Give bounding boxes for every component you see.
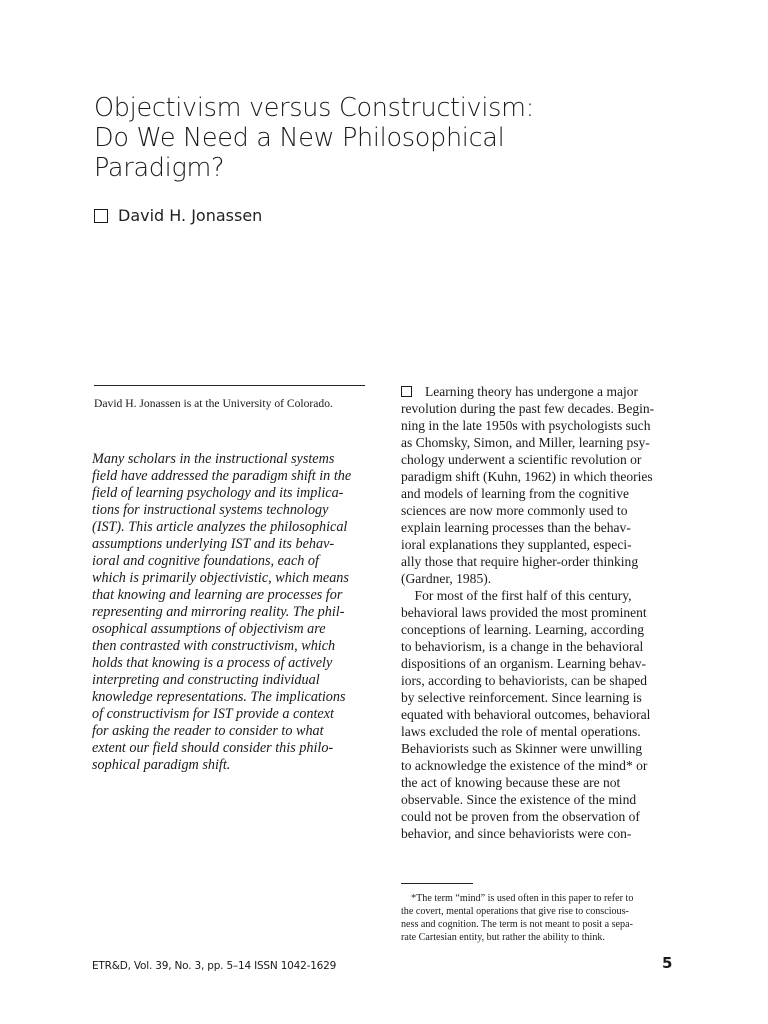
body-line: equated with behavioral outcomes, behavioral [401,707,651,722]
body-line: conceptions of learning. Learning, according [401,622,644,637]
author-affiliation: David H. Jonassen is at the University of Colorado. [94,397,333,410]
body-line: paradigm shift (Kuhn, 1962) in which theories [401,469,653,484]
body-line: ning in the late 1950s with psychologists such [401,418,651,433]
abstract-line: for asking the reader to consider to what [92,723,324,739]
body-line: behavioral laws provided the most prominent [401,605,647,620]
footnote-line: the covert, mental operations that give rise to conscious- [401,906,629,917]
footnote-line: rate Cartesian entity, but rather the ability to think. [401,932,605,943]
abstract-line: assumptions underlying IST and its behav- [92,536,335,552]
body-first-line: Learning theory has undergone a major [425,384,639,399]
page-number: 5 [662,954,673,972]
body-line: to behaviorism, is a change in the behavioral [401,639,644,654]
body-line: by selective reinforcement. Since learning is [401,690,642,705]
footnote-divider [401,883,473,884]
author-name: David H. Jonassen [118,206,263,225]
journal-citation: ETR&D, Vol. 39, No. 3, pp. 5–14 ISSN 1042-1629 [92,960,337,972]
abstract-line: knowledge representations. The implications [92,689,346,705]
abstract-line: then contrasted with constructivism, which [92,638,336,654]
body-text [401,383,676,842]
abstract-line: field of learning psychology and its implica- [92,485,344,501]
affiliation-divider [94,385,365,386]
body-line: as Chomsky, Simon, and Miller, learning psy- [401,435,650,450]
abstract-line: sophical paradigm shift. [92,757,231,773]
title-line: Paradigm? [94,153,225,183]
body-line: chology underwent a scientific revolution or [401,452,642,467]
body-line: to acknowledge the existence of the mind* or [401,758,648,773]
body-line: observable. Since the existence of the mind [401,792,637,807]
abstract-line: which is primarily objectivistic, which means [92,570,349,586]
body-line: ioral explanations they supplanted, especi- [401,537,632,552]
body-line: (Gardner, 1985). [401,571,492,586]
author-byline [94,206,262,225]
title-line: Objectivism versus Constructivism: [94,93,534,123]
body-line: For most of the first half of this century, [401,588,632,603]
body-line: sciences are now more commonly used to [401,503,628,518]
body-line: explain learning processes than the behav- [401,520,631,535]
abstract-line: extent our field should consider this philo- [92,740,334,756]
body-line: dispositions of an organism. Learning behav- [401,656,647,671]
body-line: the act of knowing because these are not [401,775,621,790]
body-line [401,383,676,400]
body-line: ally those that require higher-order thinking [401,554,639,569]
title-line: Do We Need a New Philosophical [94,123,505,153]
abstract-line: interpreting and constructing individual [92,672,320,688]
square-bullet-icon [94,209,108,223]
abstract-line: of constructivism for IST provide a context [92,706,334,722]
square-bullet-icon [401,386,412,397]
abstract-line: osophical assumptions of objectivism are [92,621,326,637]
footnote-line: *The term “mind” is used often in this paper to refer to [401,893,634,904]
footnote-line: ness and cognition. The term is not meant to posit a sepa- [401,919,633,930]
abstract-line: that knowing and learning are processes for [92,587,343,603]
abstract-line: representing and mirroring reality. The phil- [92,604,345,620]
abstract-line: holds that knowing is a process of actively [92,655,333,671]
body-line: laws excluded the role of mental operations. [401,724,641,739]
abstract-line: Many scholars in the instructional systems [92,451,335,467]
abstract-line: ioral and cognitive foundations, each of [92,553,319,569]
article-title [94,93,654,183]
body-line: and models of learning from the cognitive [401,486,629,501]
footnote [401,892,681,944]
body-line: revolution during the past few decades. Begin- [401,401,655,416]
body-line: behavior, and since behaviorists were con- [401,826,632,841]
body-line: could not be proven from the observation of [401,809,640,824]
body-line: iors, according to behaviorists, can be shaped [401,673,648,688]
body-line: Behaviorists such as Skinner were unwilling [401,741,643,756]
abstract [92,451,382,774]
abstract-line: field have addressed the paradigm shift in the [92,468,352,484]
abstract-line: (IST). This article analyzes the philosophical [92,519,348,535]
abstract-line: tions for instructional systems technology [92,502,329,518]
